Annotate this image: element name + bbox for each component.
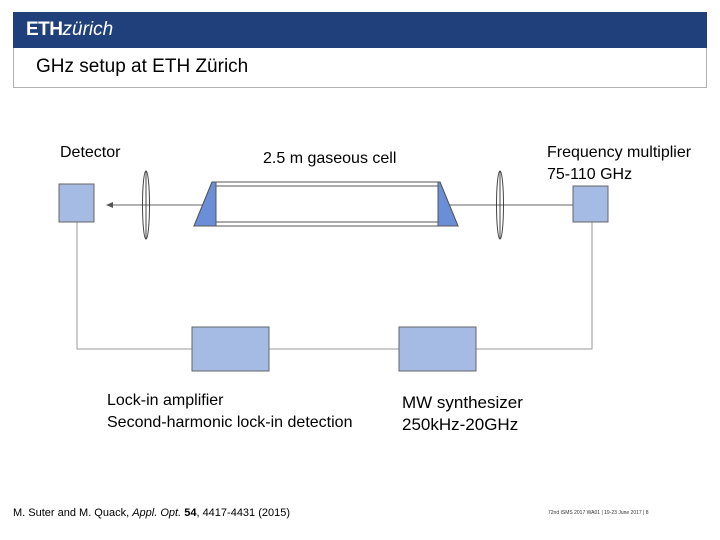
lock-in-amplifier-box bbox=[192, 327, 269, 371]
lock-in-amplifier-label: Lock-in amplifier Second-harmonic lock-in detection bbox=[107, 392, 353, 431]
page-title: GHz setup at ETH Zürich bbox=[36, 56, 249, 77]
frequency-multiplier-box bbox=[573, 186, 608, 222]
cell-label: 2.5 m gaseous cell bbox=[263, 150, 397, 167]
signal-wires bbox=[77, 222, 592, 349]
detector-label: Detector bbox=[60, 144, 121, 161]
detector-box bbox=[59, 184, 94, 222]
eth-logo: ETHzürich bbox=[26, 19, 114, 40]
mw-synthesizer-box bbox=[399, 327, 476, 371]
cell-window-left bbox=[194, 182, 216, 226]
mw-synthesizer-label: MW synthesizer 250kHz-20GHz bbox=[402, 393, 523, 434]
gaseous-cell bbox=[194, 182, 458, 226]
cell-window-right bbox=[438, 182, 458, 226]
frequency-multiplier-label: Frequency multiplier 75-110 GHz bbox=[547, 144, 692, 183]
reference-citation: M. Suter and M. Quack, Appl. Opt. 54, 4417-4431 (2015) bbox=[13, 507, 291, 519]
slide-footer-info: 72nd ISMS 2017 WA01 | 19-23 June 2017 | 8 bbox=[548, 510, 649, 516]
